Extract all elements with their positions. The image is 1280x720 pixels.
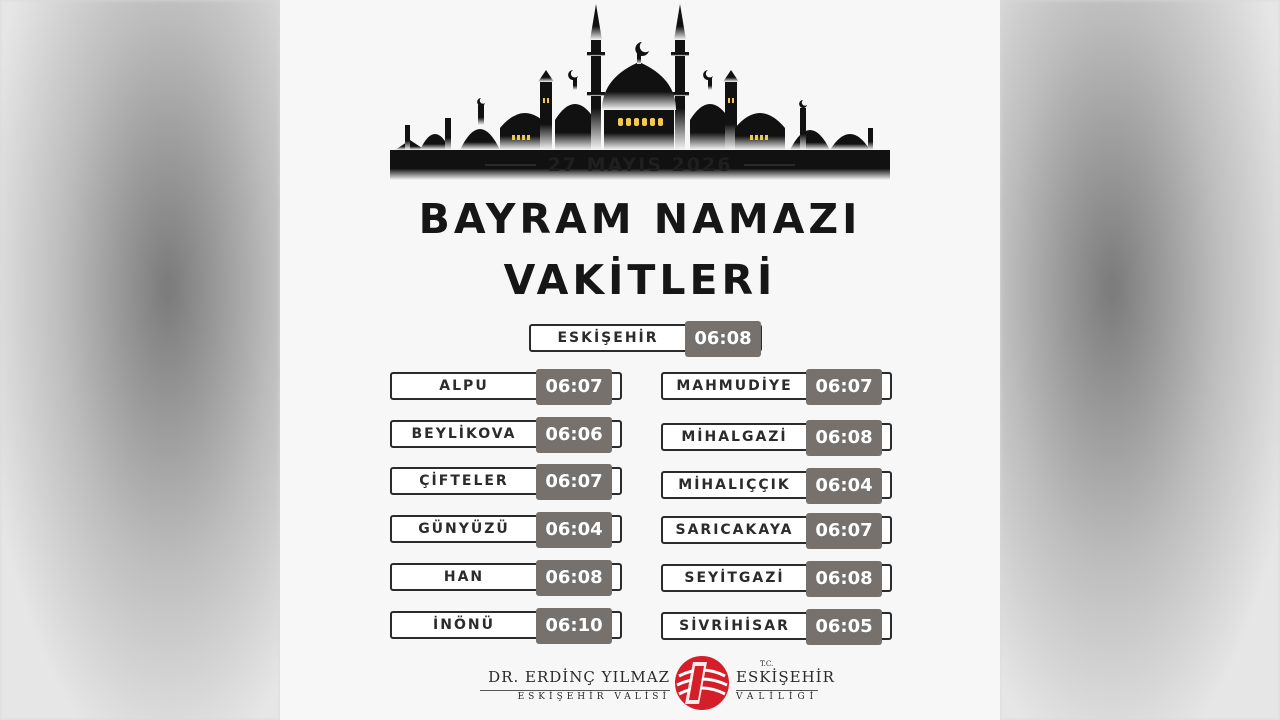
district-name: MİHALGAZİ bbox=[681, 429, 788, 445]
prayer-time: 06:08 bbox=[806, 420, 882, 456]
prayer-time: 06:05 bbox=[806, 609, 882, 645]
eskisehir-valiligi-logo bbox=[673, 654, 731, 712]
date-rule-right bbox=[744, 164, 795, 166]
district-name: ÇİFTELER bbox=[419, 473, 509, 489]
district-row bbox=[390, 372, 622, 400]
district-row bbox=[661, 612, 892, 640]
institution-name: ESKİŞEHİR bbox=[736, 668, 835, 686]
date-rule-left bbox=[485, 164, 536, 166]
district-name: SEYİTGAZİ bbox=[684, 570, 785, 586]
governor-name: DR. ERDİNÇ YILMAZ bbox=[488, 668, 670, 686]
prayer-time: 06:08 bbox=[536, 560, 612, 596]
prayer-time: 06:07 bbox=[806, 369, 882, 405]
prayer-time: 06:06 bbox=[536, 417, 612, 453]
district-name: HAN bbox=[443, 569, 485, 585]
prayer-time: 06:07 bbox=[806, 513, 882, 549]
title-line-2: VAKİTLERİ bbox=[503, 256, 777, 304]
institution-subtitle: VALİLİĞİ bbox=[736, 692, 819, 702]
district-row bbox=[661, 372, 892, 400]
blurred-background-right bbox=[1000, 0, 1280, 720]
district-name: SİVRİHİSAR bbox=[679, 618, 790, 634]
prayer-times-poster bbox=[280, 0, 1000, 720]
district-row bbox=[390, 611, 622, 639]
prayer-time: 06:08 bbox=[806, 561, 882, 597]
prayer-time: 06:04 bbox=[806, 468, 882, 504]
prayer-time: 06:07 bbox=[536, 464, 612, 500]
blurred-background-left bbox=[0, 0, 280, 720]
district-row bbox=[661, 564, 892, 592]
main-city-row bbox=[529, 324, 762, 352]
tc-label: T.C. bbox=[760, 660, 774, 668]
district-row bbox=[390, 563, 622, 591]
district-name: İNÖNÜ bbox=[433, 617, 495, 633]
district-row bbox=[661, 423, 892, 451]
district-name: BEYLİKOVA bbox=[411, 426, 517, 442]
district-row bbox=[390, 420, 622, 448]
date-banner bbox=[485, 150, 795, 180]
district-row bbox=[661, 471, 892, 499]
district-row bbox=[390, 515, 622, 543]
governor-title: ESKİŞEHİR VALİSİ bbox=[480, 690, 670, 702]
prayer-time: 06:04 bbox=[536, 512, 612, 548]
city-name: ESKİŞEHİR bbox=[557, 330, 659, 346]
district-row bbox=[390, 467, 622, 495]
event-date: 27 MAYIS 2026 bbox=[547, 154, 733, 176]
district-name: ALPU bbox=[439, 378, 489, 394]
district-row bbox=[661, 516, 892, 544]
district-name: GÜNYÜZÜ bbox=[418, 521, 510, 537]
prayer-time: 06:08 bbox=[685, 321, 761, 357]
prayer-time: 06:10 bbox=[536, 608, 612, 644]
district-name: MAHMUDİYE bbox=[676, 378, 793, 394]
district-name: SARICAKAYA bbox=[675, 522, 794, 538]
district-name: MİHALIÇÇIK bbox=[678, 477, 791, 493]
footer bbox=[280, 652, 1000, 720]
prayer-time: 06:07 bbox=[536, 369, 612, 405]
title-line-1: BAYRAM NAMAZI bbox=[418, 195, 862, 243]
